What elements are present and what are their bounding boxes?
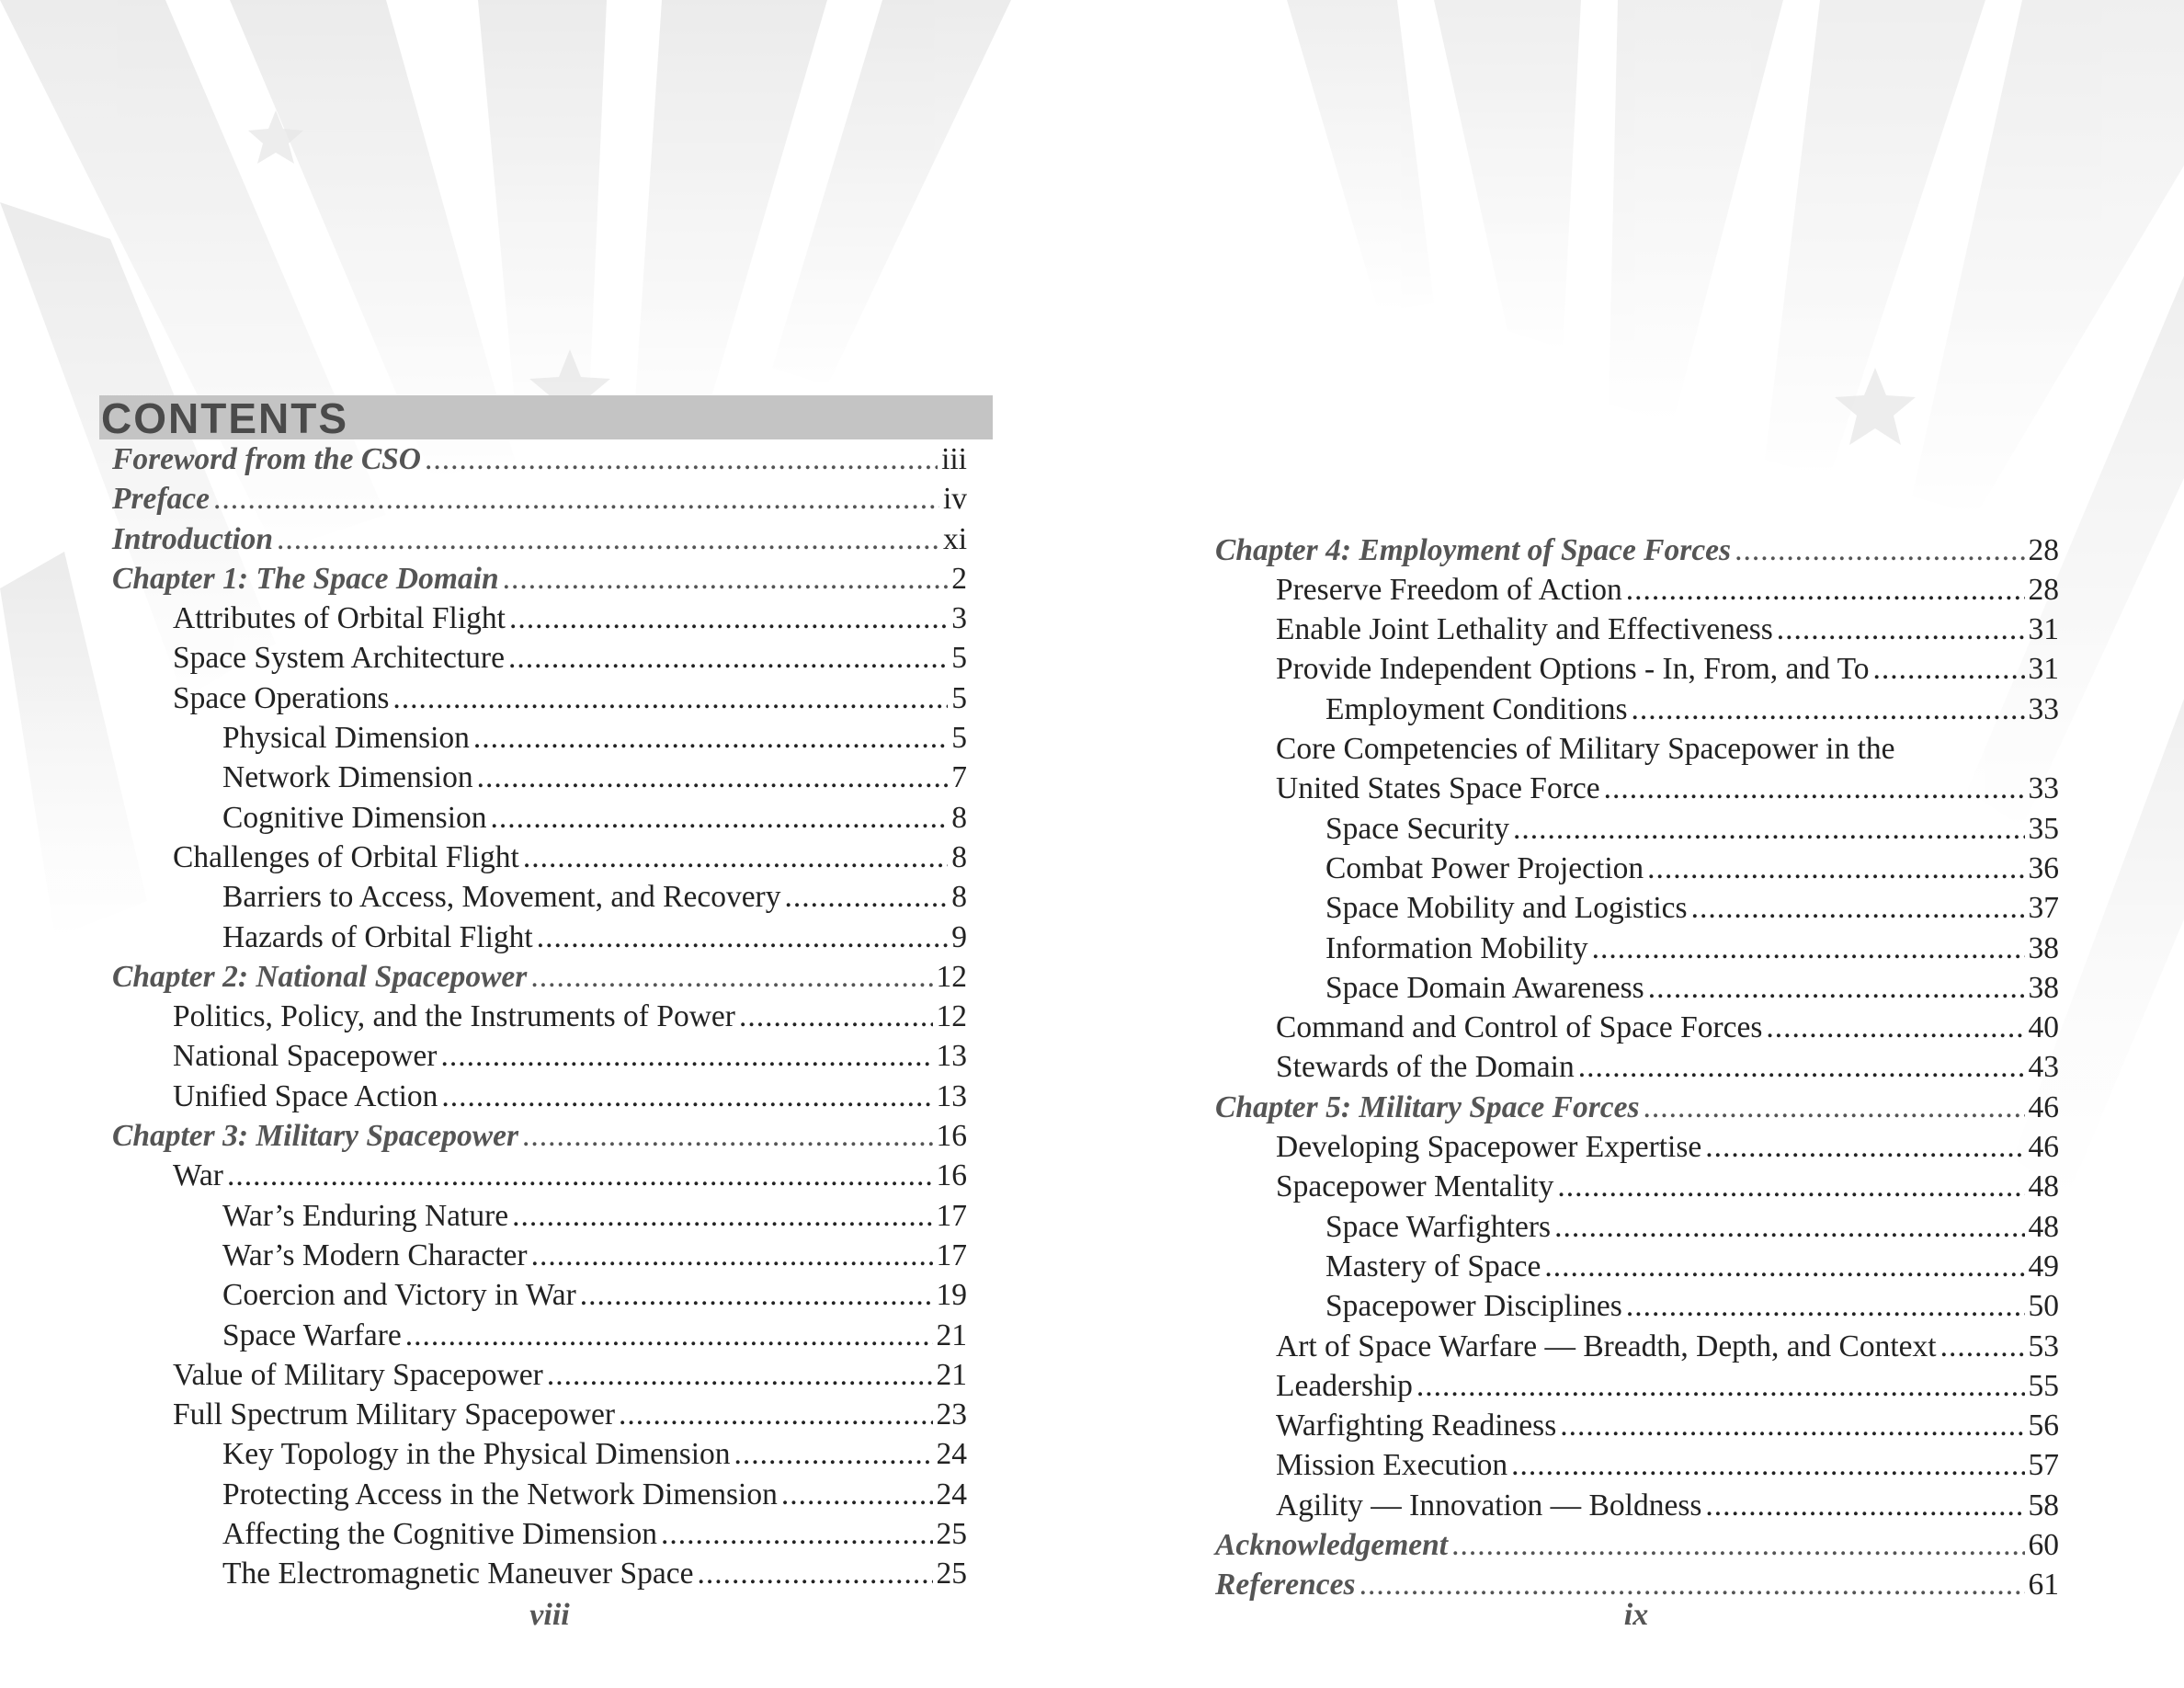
- toc-entry-title: Mission Execution: [1276, 1448, 1508, 1483]
- toc-entry-title: Full Spectrum Military Spacepower: [173, 1397, 616, 1432]
- toc-entry-title: Enable Joint Lethality and Effectiveness: [1276, 612, 1773, 647]
- toc-leader-dots: [473, 718, 948, 758]
- toc-entry-title: War: [173, 1158, 223, 1193]
- page-number-left: viii: [529, 1598, 570, 1632]
- toc-entry-title: Chapter 1: The Space Domain: [112, 561, 499, 596]
- toc-entry[interactable]: [99, 1196, 993, 1236]
- toc-entry-page: 5: [951, 641, 967, 676]
- toc-entry-title: Core Competencies of Military Spacepower in the: [1276, 732, 1895, 767]
- toc-entry[interactable]: [1202, 1088, 2059, 1127]
- toc-entry-title: Space Operations: [173, 680, 390, 715]
- toc-leader-dots: [512, 1196, 932, 1236]
- toc-entry[interactable]: [1202, 1008, 2059, 1047]
- toc-entry[interactable]: [99, 1156, 993, 1195]
- toc-entry[interactable]: [99, 679, 993, 718]
- toc-leader-dots: [1451, 1525, 2024, 1565]
- toc-entry-title: Physical Dimension: [222, 721, 470, 756]
- toc-leader-dots: [1691, 888, 2025, 928]
- toc-entry-page: 38: [2028, 930, 2059, 965]
- toc-entry-page: 38: [2028, 970, 2059, 1005]
- toc-entry-title: Information Mobility: [1325, 930, 1588, 965]
- toc-entry[interactable]: [1202, 809, 2059, 849]
- toc-leader-dots: [734, 1434, 933, 1474]
- toc-entry-title: Unified Space Action: [173, 1078, 438, 1113]
- toc-entry[interactable]: [99, 439, 993, 479]
- toc-leader-dots: [1626, 1286, 2025, 1326]
- toc-leader-dots: [522, 1116, 932, 1156]
- toc-leader-dots: [1513, 809, 2024, 849]
- toc-entry-title: United States Space Force: [1276, 771, 1600, 806]
- toc-entry-title: Space Warfighters: [1325, 1209, 1552, 1244]
- toc-entry-page: 16: [936, 1158, 967, 1193]
- toc-entry-page: 12: [936, 959, 967, 994]
- toc-entry[interactable]: [99, 877, 993, 917]
- toc-entry[interactable]: [1202, 1445, 2059, 1485]
- toc-entry-page: xi: [942, 521, 967, 556]
- toc-entry[interactable]: [1202, 1167, 2059, 1206]
- toc-entry-page: 50: [2028, 1289, 2059, 1324]
- toc-entry[interactable]: [1202, 570, 2059, 610]
- left-page: [99, 395, 993, 1594]
- toc-entry-title: Barriers to Access, Movement, and Recovery: [222, 880, 781, 915]
- toc-entry-page: 17: [936, 1237, 967, 1272]
- toc-leader-dots: [698, 1554, 933, 1593]
- toc-entry-page: 33: [2028, 691, 2059, 726]
- toc-entry-page: 48: [2028, 1209, 2059, 1244]
- toc-entry-title: Cognitive Dimension: [222, 800, 487, 835]
- toc-entry[interactable]: [99, 1434, 993, 1474]
- contents-heading: CONTENTS: [99, 395, 993, 439]
- toc-entry[interactable]: [99, 1036, 993, 1076]
- toc-entry-page: 17: [936, 1198, 967, 1233]
- toc-entry-page: 57: [2028, 1448, 2059, 1483]
- toc-entry[interactable]: [99, 1316, 993, 1355]
- toc-leader-dots: [1554, 1207, 2024, 1247]
- toc-entry-title: Employment Conditions: [1325, 691, 1628, 726]
- toc-entry-page: 21: [936, 1317, 967, 1352]
- toc-entry[interactable]: [99, 559, 993, 599]
- toc-entry-title: References: [1215, 1568, 1356, 1602]
- toc-entry-title: The Electromagnetic Maneuver Space: [222, 1557, 694, 1591]
- toc-entry-title: Warfighting Readiness: [1276, 1409, 1557, 1443]
- toc-entry[interactable]: [99, 1275, 993, 1315]
- toc-entry-page: 13: [936, 1078, 967, 1113]
- toc-entry[interactable]: [1202, 1047, 2059, 1087]
- toc-entry[interactable]: [1202, 888, 2059, 928]
- toc-entry-title: War’s Enduring Nature: [222, 1198, 509, 1233]
- toc-leader-dots: [1777, 610, 2025, 649]
- toc-entry-page: 48: [2028, 1169, 2059, 1204]
- toc-leader-dots: [661, 1514, 933, 1554]
- toc-entry-title: Space Warfare: [222, 1317, 402, 1352]
- toc-entry-page: 46: [2028, 1130, 2059, 1165]
- toc-entry-title: Chapter 5: Military Space Forces: [1215, 1089, 1640, 1124]
- toc-entry-title: Chapter 2: National Spacepower: [112, 959, 528, 994]
- toc-entry-page: 28: [2028, 572, 2059, 607]
- toc-leader-dots: [441, 1077, 932, 1116]
- page-number-right: ix: [1623, 1598, 1649, 1632]
- toc-entry-title: Spacepower Disciplines: [1325, 1289, 1622, 1324]
- toc-entry-title: Space Security: [1325, 811, 1510, 846]
- toc-entry[interactable]: [99, 1475, 993, 1514]
- toc-leader-dots: [1705, 1486, 2024, 1525]
- toc-leader-dots: [392, 679, 948, 718]
- toc-leader-dots: [580, 1275, 933, 1315]
- toc-leader-dots: [1705, 1127, 2024, 1167]
- toc-entry-page: 43: [2028, 1050, 2059, 1085]
- toc-leader-dots: [477, 758, 949, 797]
- toc-entry-title: Stewards of the Domain: [1276, 1050, 1575, 1085]
- toc-entry-title: Spacepower Mentality: [1276, 1169, 1554, 1204]
- toc-entry-title: Key Topology in the Physical Dimension: [222, 1437, 731, 1472]
- toc-entry-title: Affecting the Cognitive Dimension: [222, 1517, 657, 1552]
- toc-leader-dots: [509, 599, 948, 638]
- toc-entry-title: Provide Independent Options - In, From, and To: [1276, 652, 1870, 687]
- toc-entry-title: Introduction: [112, 521, 274, 556]
- toc-entry[interactable]: [99, 519, 993, 559]
- toc-entry-title: Mastery of Space: [1325, 1249, 1541, 1283]
- toc-entry-page: 56: [2028, 1409, 2059, 1443]
- toc-entry-title: Preserve Freedom of Action: [1276, 572, 1622, 607]
- toc-leader-dots: [405, 1316, 933, 1355]
- toc-entry-page: 35: [2028, 811, 2059, 846]
- toc-entry-title: Foreword from the CSO: [112, 442, 421, 476]
- toc-entry-title: National Spacepower: [173, 1039, 438, 1074]
- toc-entry-title: Protecting Access in the Network Dimension: [222, 1477, 778, 1511]
- toc-leader-dots: [1940, 1327, 2025, 1366]
- toc-entry[interactable]: [99, 758, 993, 797]
- toc-leader-dots: [619, 1395, 932, 1434]
- toc-leader-dots: [425, 439, 938, 479]
- toc-entry[interactable]: [99, 718, 993, 758]
- toc-leader-dots: [1644, 1088, 2025, 1127]
- toc-entry[interactable]: [1202, 690, 2059, 729]
- toc-entry-page: 7: [951, 760, 967, 795]
- toc-entry-page: iii: [941, 442, 967, 476]
- toc-leader-dots: [1647, 849, 2024, 888]
- toc-entry-page: 40: [2028, 1010, 2059, 1045]
- toc-leader-dots: [1604, 769, 2025, 808]
- toc-entry-page: 58: [2028, 1488, 2059, 1523]
- toc-entry-page: 2: [951, 561, 967, 596]
- toc-entry[interactable]: [99, 1236, 993, 1275]
- toc-entry-title: War’s Modern Character: [222, 1237, 528, 1272]
- toc-leader-dots: [1578, 1047, 2025, 1087]
- toc-entry-page: 49: [2028, 1249, 2059, 1283]
- toc-entry-title: Coercion and Victory in War: [222, 1278, 576, 1313]
- toc-leader-dots: [440, 1036, 932, 1076]
- toc-entry-page: 28: [2028, 532, 2059, 567]
- toc-entry[interactable]: [1202, 769, 2059, 808]
- toc-entry-title: Combat Power Projection: [1325, 850, 1644, 885]
- toc-entry[interactable]: [1202, 929, 2059, 968]
- toc-entry[interactable]: [99, 1554, 993, 1593]
- toc-entry[interactable]: [99, 1116, 993, 1156]
- toc-entry-page: 31: [2028, 612, 2059, 647]
- toc-entry-page: iv: [942, 482, 967, 517]
- toc-leader-dots: [1632, 690, 2025, 729]
- toc-leader-dots: [1511, 1445, 2024, 1485]
- toc-entry[interactable]: [99, 638, 993, 678]
- toc-leader-dots: [547, 1355, 933, 1395]
- toc-entry[interactable]: [99, 838, 993, 877]
- toc-entry-page: 61: [2028, 1568, 2059, 1602]
- toc-leader-dots: [213, 479, 939, 519]
- toc-entry-page: 25: [936, 1557, 967, 1591]
- toc-entry-page: 24: [936, 1437, 967, 1472]
- toc-entry-title: Hazards of Orbital Flight: [222, 919, 533, 954]
- toc-entry-title: Challenges of Orbital Flight: [173, 839, 519, 874]
- toc-entry[interactable]: [1202, 968, 2059, 1008]
- toc-leader-dots: [277, 519, 939, 559]
- toc-entry-page: 5: [951, 721, 967, 756]
- toc-entry-title: Chapter 4: Employment of Space Forces: [1215, 532, 1732, 567]
- toc-leader-dots: [784, 877, 948, 917]
- toc-entry-title: Art of Space Warfare — Breadth, Depth, and Context: [1276, 1329, 1937, 1363]
- toc-entry[interactable]: [99, 1514, 993, 1554]
- toc-entry-title: Leadership: [1276, 1368, 1413, 1403]
- toc-entry-title: Preface: [112, 482, 210, 517]
- toc-entry-page: 23: [936, 1397, 967, 1432]
- toc-entry[interactable]: [99, 599, 993, 638]
- toc-entry-title: Space System Architecture: [173, 641, 505, 676]
- toc-entry-title: Network Dimension: [222, 760, 473, 795]
- toc-entry-page: 53: [2028, 1329, 2059, 1363]
- toc-leader-dots: [1560, 1406, 2024, 1445]
- toc-entry-page: 25: [936, 1517, 967, 1552]
- toc-leader-dots: [1544, 1247, 2024, 1286]
- toc-entry-page: 5: [951, 680, 967, 715]
- toc-entry[interactable]: [99, 1395, 993, 1434]
- toc-leader-dots: [1557, 1167, 2024, 1206]
- toc-leader-dots: [531, 1236, 933, 1275]
- toc-entry-title: Politics, Policy, and the Instruments of Power: [173, 999, 735, 1034]
- toc-entry-title: Attributes of Orbital Flight: [173, 601, 506, 636]
- toc-leader-dots: [739, 997, 933, 1036]
- toc-entry[interactable]: [1202, 1207, 2059, 1247]
- toc-entry-title: Acknowledgement: [1215, 1528, 1449, 1563]
- toc-entry-page: 60: [2028, 1528, 2059, 1563]
- toc-entry[interactable]: [99, 997, 993, 1036]
- toc-entry-page: 24: [936, 1477, 967, 1511]
- toc-entry-page: 8: [951, 839, 967, 874]
- toc-entry[interactable]: [99, 479, 993, 519]
- toc-entry[interactable]: [99, 1077, 993, 1116]
- toc-leader-dots: [1626, 570, 2025, 610]
- toc-entry-title: Agility — Innovation — Boldness: [1276, 1488, 1702, 1523]
- toc-entry-page: 37: [2028, 891, 2059, 926]
- toc-leader-dots: [523, 838, 948, 877]
- right-page-top-spacer: [1202, 395, 2059, 530]
- toc-entry[interactable]: [99, 957, 993, 997]
- toc-leader-dots: [491, 798, 949, 838]
- toc-entry[interactable]: [1202, 530, 2059, 570]
- toc-entry[interactable]: [99, 798, 993, 838]
- toc-leader-dots: [1648, 968, 2025, 1008]
- toc-leader-dots: [537, 918, 949, 957]
- toc-entry[interactable]: [1202, 649, 2059, 689]
- toc-list-left: [99, 439, 993, 1594]
- toc-entry-title: Space Domain Awareness: [1325, 970, 1644, 1005]
- right-page: [1202, 395, 2059, 1605]
- toc-entry-page: 46: [2028, 1089, 2059, 1124]
- toc-leader-dots: [1873, 649, 2025, 689]
- toc-entry[interactable]: [1202, 610, 2059, 649]
- toc-entry-page: 9: [951, 919, 967, 954]
- toc-entry[interactable]: [1202, 1286, 2059, 1326]
- toc-entry[interactable]: [1202, 1486, 2059, 1525]
- toc-entry[interactable]: [1202, 1127, 2059, 1167]
- toc-entry-title: Command and Control of Space Forces: [1276, 1010, 1763, 1045]
- toc-entry-page: 21: [936, 1357, 967, 1392]
- toc-leader-dots: [1766, 1008, 2024, 1047]
- toc-entry-page: 8: [951, 880, 967, 915]
- toc-entry-title: Value of Military Spacepower: [173, 1357, 543, 1392]
- toc-entry-title: Space Mobility and Logistics: [1325, 891, 1688, 926]
- toc-leader-dots: [1735, 530, 2024, 570]
- toc-entry[interactable]: [1202, 1327, 2059, 1366]
- toc-leader-dots: [508, 638, 948, 678]
- toc-entry[interactable]: [99, 918, 993, 957]
- toc-entry[interactable]: [1202, 1406, 2059, 1445]
- toc-leader-dots: [1416, 1366, 2025, 1406]
- toc-entry-page: 55: [2028, 1368, 2059, 1403]
- toc-entry-page: 3: [951, 601, 967, 636]
- toc-leader-dots: [781, 1475, 933, 1514]
- toc-entry[interactable]: [1202, 849, 2059, 888]
- toc-entry-title: Chapter 3: Military Spacepower: [112, 1119, 519, 1154]
- toc-leader-dots: [503, 559, 949, 599]
- toc-entry-page: 36: [2028, 850, 2059, 885]
- toc-entry-page: 33: [2028, 771, 2059, 806]
- toc-entry-page: 13: [936, 1039, 967, 1074]
- toc-leader-dots: [227, 1156, 933, 1195]
- toc-entry[interactable]: [1202, 1247, 2059, 1286]
- toc-leader-dots: [1592, 929, 2025, 968]
- toc-entry[interactable]: [1202, 729, 2059, 769]
- toc-list-right: [1202, 530, 2059, 1605]
- toc-entry-page: 8: [951, 800, 967, 835]
- toc-entry-page: 31: [2028, 652, 2059, 687]
- toc-entry-page: 19: [936, 1278, 967, 1313]
- toc-entry[interactable]: [1202, 1525, 2059, 1565]
- toc-entry[interactable]: [1202, 1366, 2059, 1406]
- toc-entry-title: Developing Spacepower Expertise: [1276, 1130, 1702, 1165]
- toc-entry[interactable]: [99, 1355, 993, 1395]
- toc-entry-page: 16: [936, 1119, 967, 1154]
- toc-leader-dots: [530, 957, 932, 997]
- toc-entry-page: 12: [936, 999, 967, 1034]
